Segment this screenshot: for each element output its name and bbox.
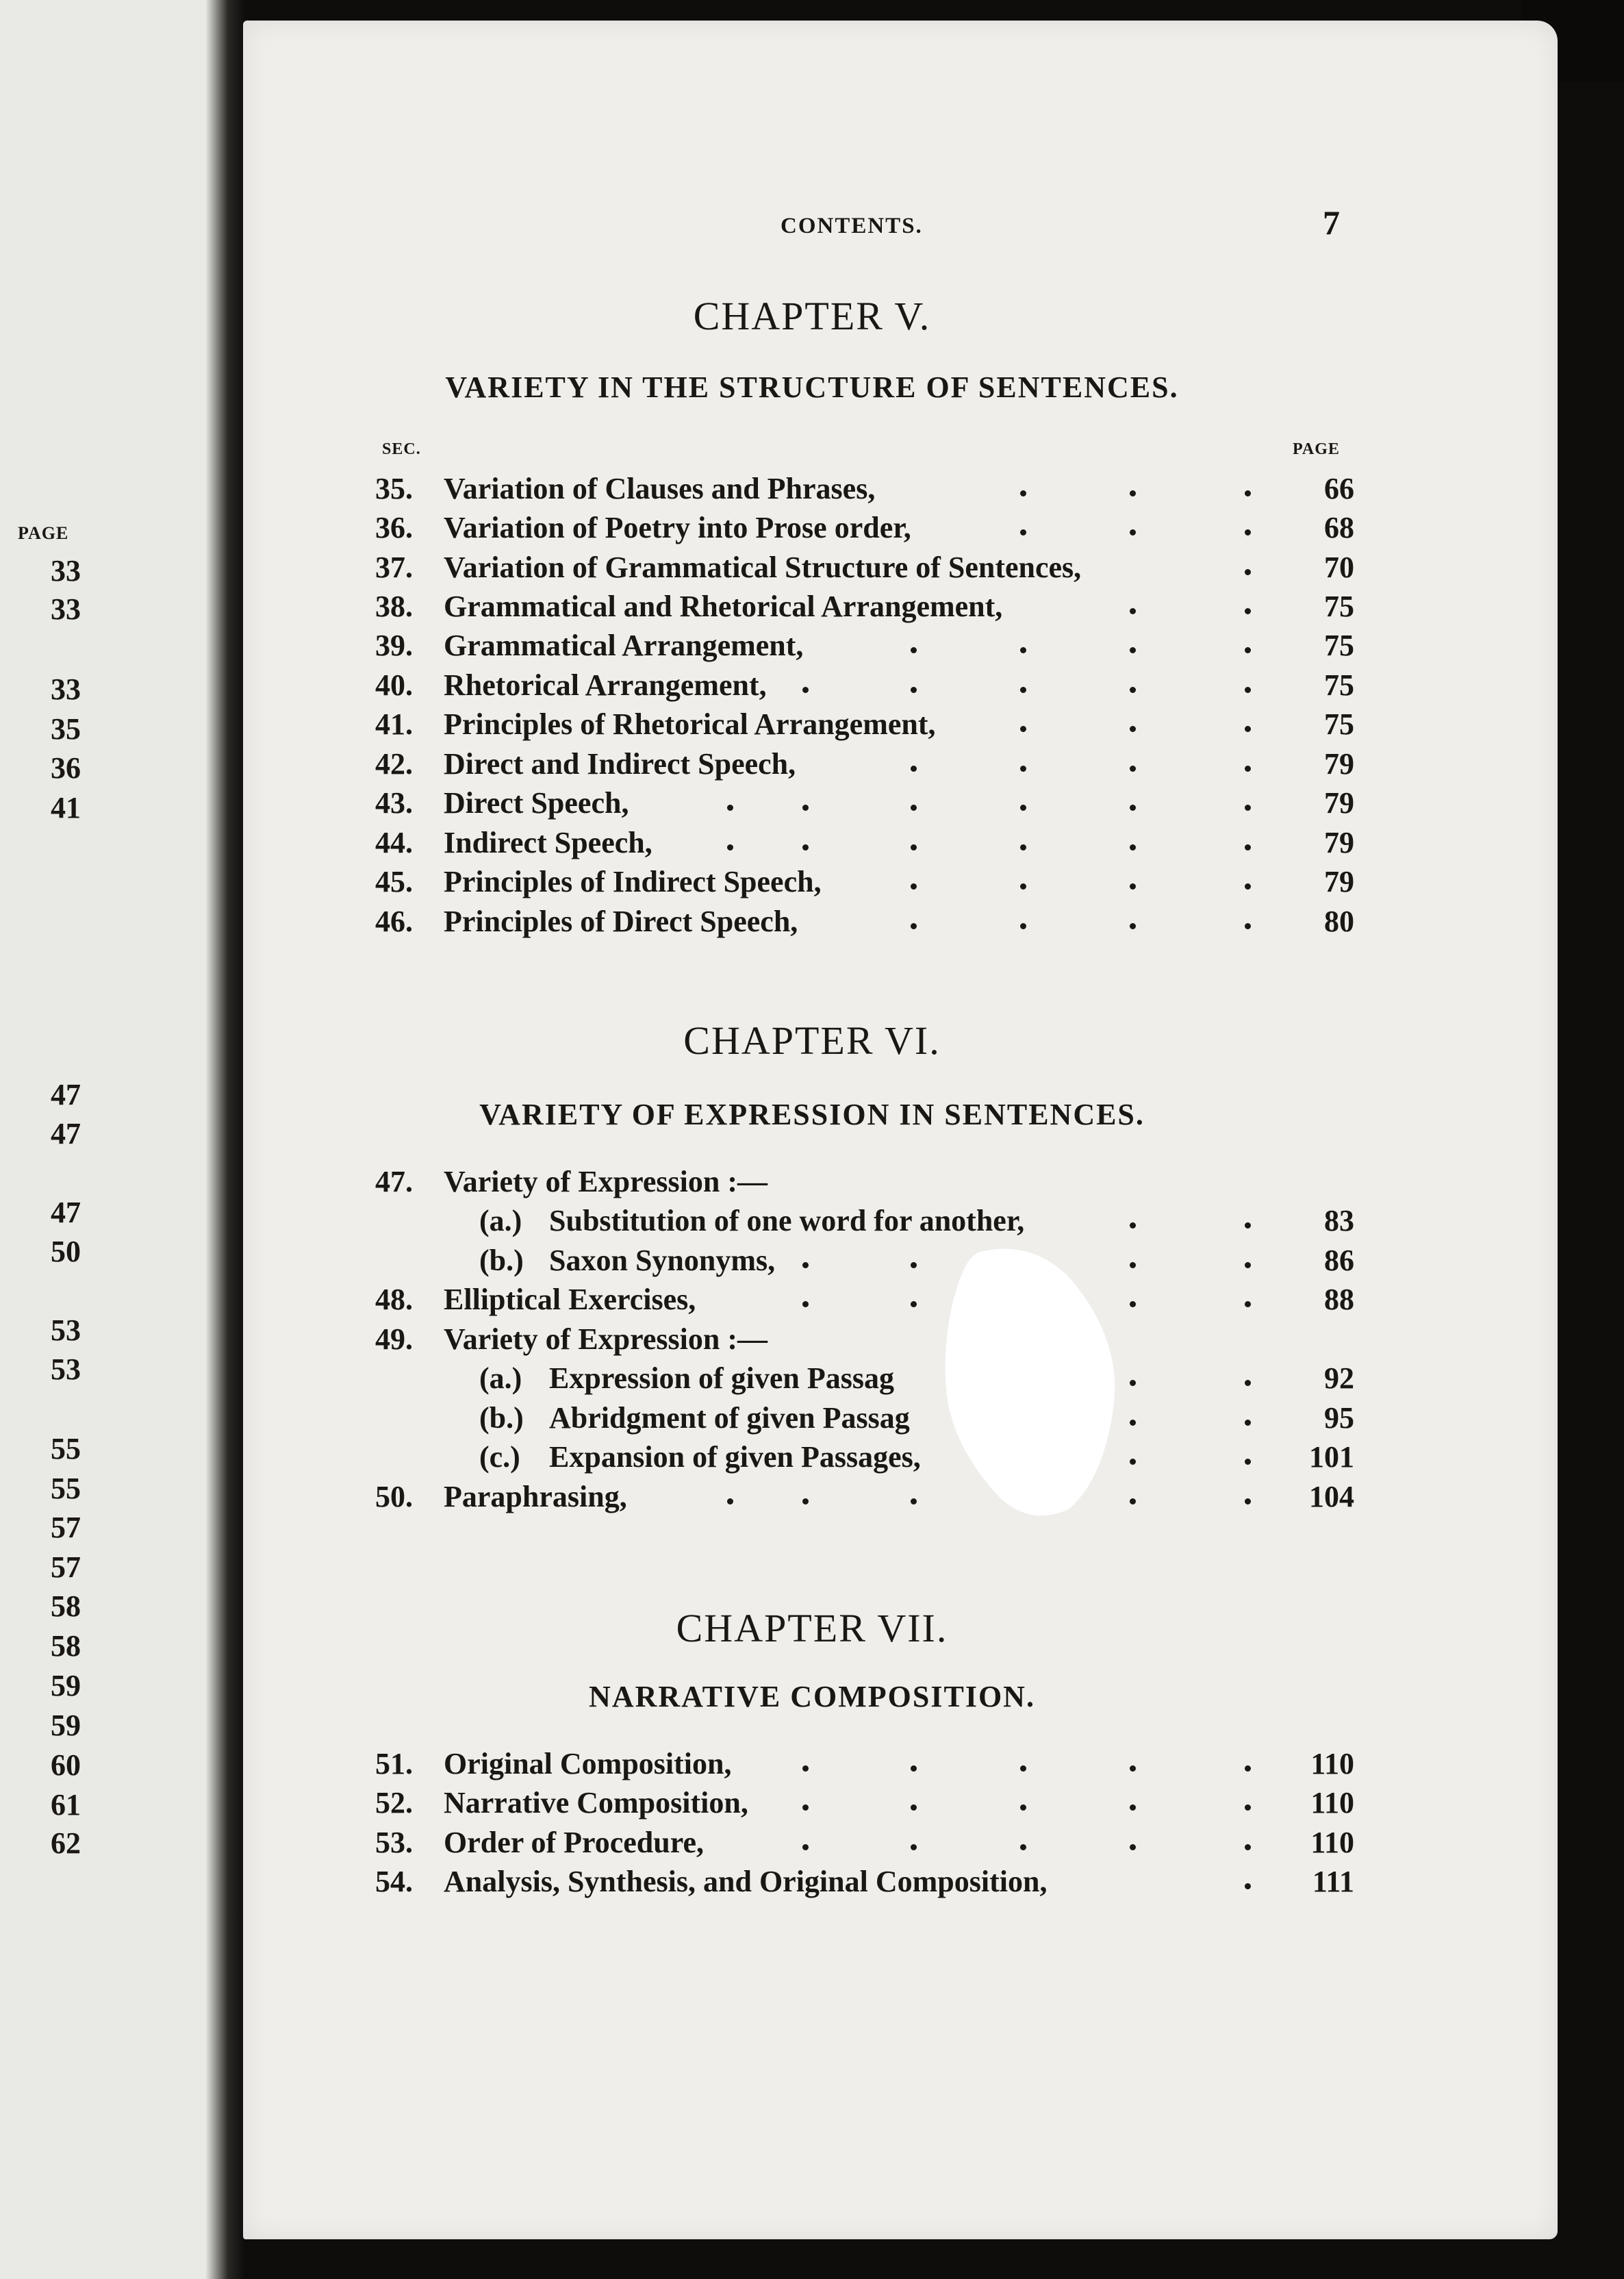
entry-title: Original Composition, bbox=[444, 1747, 732, 1780]
entry-page: 110 bbox=[1310, 1747, 1354, 1780]
leader-dot bbox=[911, 844, 917, 851]
section-number: 39. bbox=[375, 629, 413, 662]
leader-dot bbox=[911, 923, 917, 929]
previous-page-number: 53 bbox=[51, 1313, 81, 1347]
leader-dot bbox=[911, 1262, 917, 1268]
entry-page: 86 bbox=[1324, 1244, 1354, 1277]
leader-dot bbox=[1020, 1804, 1026, 1811]
section-number: 48. bbox=[375, 1283, 413, 1316]
previous-page-number: 60 bbox=[51, 1748, 81, 1782]
section-number: 51. bbox=[375, 1747, 413, 1780]
chapter-subtitle: VARIETY OF EXPRESSION IN SENTENCES. bbox=[479, 1098, 1145, 1131]
leader-dot bbox=[1245, 608, 1251, 614]
leader-dot bbox=[911, 647, 917, 653]
entry-page: 111 bbox=[1312, 1865, 1354, 1898]
toc-entry bbox=[0, 1439, 1624, 1479]
leader-dot bbox=[1130, 647, 1136, 653]
section-number: 42. bbox=[375, 747, 413, 781]
entry-page: 70 bbox=[1324, 551, 1354, 584]
chapter-title: CHAPTER VI. bbox=[683, 1018, 941, 1063]
entry-title: Expression of given Passag bbox=[549, 1361, 895, 1395]
leader-dot bbox=[1245, 923, 1251, 929]
entry-page: 92 bbox=[1324, 1361, 1354, 1395]
entry-page: 75 bbox=[1324, 668, 1354, 702]
chapter-title: CHAPTER VII. bbox=[676, 1606, 948, 1650]
leader-dots bbox=[0, 785, 1624, 825]
leader-dot bbox=[1245, 1222, 1251, 1229]
leader-dot bbox=[1245, 726, 1251, 732]
entry-title: Order of Procedure, bbox=[444, 1826, 705, 1859]
leader-dot bbox=[1245, 1459, 1251, 1465]
entry-title: Substitution of one word for another, bbox=[549, 1204, 1025, 1237]
leader-dots bbox=[0, 1746, 1624, 1786]
leader-dot bbox=[1130, 766, 1136, 772]
toc-entry bbox=[0, 1785, 1624, 1825]
previous-page-number: 53 bbox=[51, 1352, 81, 1386]
leader-dots bbox=[0, 471, 1624, 511]
toc-entry bbox=[0, 1164, 1624, 1204]
toc-entry bbox=[0, 589, 1624, 629]
previous-page-number: 47 bbox=[51, 1078, 81, 1111]
toc-entry bbox=[0, 1361, 1624, 1400]
previous-page-header: PAGE bbox=[18, 523, 69, 543]
entry-page: 79 bbox=[1324, 747, 1354, 781]
leader-dot bbox=[1245, 1498, 1251, 1504]
previous-page-number: 59 bbox=[51, 1709, 81, 1742]
leader-dot bbox=[1130, 1420, 1136, 1426]
previous-page-number: 33 bbox=[51, 592, 81, 626]
section-number: 54. bbox=[375, 1865, 413, 1898]
leader-dot bbox=[1245, 529, 1251, 536]
toc-entry bbox=[0, 668, 1624, 707]
leader-dot bbox=[911, 1804, 917, 1811]
entry-title: Variation of Grammatical Structure of Sentences, bbox=[444, 551, 1082, 584]
leader-dot bbox=[1020, 844, 1026, 851]
previous-page-number: 62 bbox=[51, 1826, 81, 1860]
previous-page-number: 35 bbox=[51, 712, 81, 746]
leader-dot bbox=[911, 687, 917, 693]
toc-entry bbox=[0, 550, 1624, 590]
entry-page: 110 bbox=[1310, 1786, 1354, 1820]
leader-dot bbox=[1130, 844, 1136, 851]
leader-dot bbox=[1020, 529, 1026, 536]
leader-dot bbox=[1245, 687, 1251, 693]
entry-page: 68 bbox=[1324, 511, 1354, 544]
previous-page-number: 57 bbox=[51, 1511, 81, 1544]
entry-page: 66 bbox=[1324, 472, 1354, 505]
chapter-subtitle: NARRATIVE COMPOSITION. bbox=[589, 1680, 1035, 1713]
entry-page: 75 bbox=[1324, 707, 1354, 741]
running-head: CONTENTS. bbox=[781, 214, 923, 238]
entry-title: Saxon Synonyms, bbox=[549, 1244, 776, 1277]
toc-entry bbox=[0, 1203, 1624, 1243]
section-number: (a.) bbox=[479, 1204, 522, 1237]
leader-dot bbox=[911, 805, 917, 811]
leader-dots bbox=[0, 904, 1624, 944]
entry-title: Analysis, Synthesis, and Original Composition, bbox=[444, 1865, 1048, 1898]
toc-entry bbox=[0, 785, 1624, 825]
leader-dots bbox=[0, 628, 1624, 668]
leader-dot bbox=[1020, 1844, 1026, 1850]
previous-page-number: 47 bbox=[51, 1117, 81, 1150]
toc-entry bbox=[0, 864, 1624, 904]
entry-page: 88 bbox=[1324, 1283, 1354, 1316]
previous-page-number: 61 bbox=[51, 1788, 81, 1822]
toc-entry bbox=[0, 1825, 1624, 1865]
toc-entry bbox=[0, 707, 1624, 746]
leader-dot bbox=[1245, 844, 1251, 851]
entry-title: Direct and Indirect Speech, bbox=[444, 747, 796, 781]
entry-title: Rhetorical Arrangement, bbox=[444, 668, 767, 702]
leader-dots bbox=[0, 668, 1624, 707]
previous-page-number: 36 bbox=[51, 751, 81, 785]
leader-dot bbox=[1245, 1883, 1251, 1889]
previous-page-number: 33 bbox=[51, 672, 81, 706]
entry-title: Variety of Expression :— bbox=[444, 1165, 767, 1198]
section-number: 38. bbox=[375, 590, 413, 623]
leader-dot bbox=[727, 1498, 733, 1504]
leader-dot bbox=[1245, 1804, 1251, 1811]
toc-entry bbox=[0, 1400, 1624, 1440]
entry-title: Variety of Expression :— bbox=[444, 1322, 767, 1356]
leader-dot bbox=[1245, 1420, 1251, 1426]
entry-page: 104 bbox=[1309, 1480, 1354, 1513]
leader-dot bbox=[911, 1498, 917, 1504]
entry-title: Expansion of given Passages, bbox=[549, 1440, 921, 1474]
leader-dot bbox=[802, 1301, 809, 1307]
leader-dot bbox=[1020, 766, 1026, 772]
previous-page-number: 55 bbox=[51, 1432, 81, 1465]
previous-page-number: 59 bbox=[51, 1669, 81, 1702]
leader-dot bbox=[1130, 1765, 1136, 1772]
section-number: 43. bbox=[375, 786, 413, 820]
entry-title: Elliptical Exercises, bbox=[444, 1283, 696, 1316]
leader-dots bbox=[0, 864, 1624, 904]
leader-dot bbox=[1245, 569, 1251, 575]
previous-page-number: 55 bbox=[51, 1472, 81, 1505]
toc-entry bbox=[0, 1864, 1624, 1904]
ink-blot bbox=[939, 1245, 1124, 1519]
entry-page: 79 bbox=[1324, 826, 1354, 859]
section-number: 40. bbox=[375, 668, 413, 702]
previous-page-number: 47 bbox=[51, 1196, 81, 1229]
leader-dot bbox=[802, 1262, 809, 1268]
section-number: 37. bbox=[375, 551, 413, 584]
section-number: 36. bbox=[375, 511, 413, 544]
entry-title: Narrative Composition, bbox=[444, 1786, 748, 1820]
entry-title: Principles of Rhetorical Arrangement, bbox=[444, 707, 936, 741]
leader-dots bbox=[0, 1243, 1624, 1283]
toc-entry bbox=[0, 1479, 1624, 1519]
toc-entry bbox=[0, 825, 1624, 865]
leader-dot bbox=[1130, 1301, 1136, 1307]
section-number: 53. bbox=[375, 1826, 413, 1859]
leader-dot bbox=[1245, 766, 1251, 772]
leader-dots bbox=[0, 1785, 1624, 1825]
leader-dot bbox=[1130, 687, 1136, 693]
section-number: (b.) bbox=[479, 1244, 524, 1277]
entry-page: 101 bbox=[1309, 1440, 1354, 1474]
leader-dots bbox=[0, 1361, 1624, 1400]
chapter-subtitle: VARIETY IN THE STRUCTURE OF SENTENCES. bbox=[445, 370, 1179, 404]
leader-dot bbox=[1130, 1222, 1136, 1229]
leader-dots bbox=[0, 1864, 1624, 1904]
leader-dot bbox=[1130, 726, 1136, 732]
section-number: 50. bbox=[375, 1480, 413, 1513]
leader-dot bbox=[911, 1301, 917, 1307]
leader-dots bbox=[0, 1282, 1624, 1322]
toc-entry bbox=[0, 746, 1624, 786]
previous-page-number: 50 bbox=[51, 1235, 81, 1268]
entry-title: Variation of Poetry into Prose order, bbox=[444, 511, 911, 544]
leader-dot bbox=[802, 1765, 809, 1772]
section-number: 35. bbox=[375, 472, 413, 505]
entry-title: Grammatical Arrangement, bbox=[444, 629, 804, 662]
chapter-title: CHAPTER V. bbox=[693, 294, 931, 338]
toc-entry bbox=[0, 1243, 1624, 1283]
section-number: 41. bbox=[375, 707, 413, 741]
entry-page: 79 bbox=[1324, 865, 1354, 898]
leader-dot bbox=[1130, 923, 1136, 929]
leader-dot bbox=[727, 805, 733, 811]
leader-dot bbox=[1020, 883, 1026, 890]
section-number: (c.) bbox=[479, 1440, 520, 1474]
entry-title: Paraphrasing, bbox=[444, 1480, 627, 1513]
entry-title: Principles of Direct Speech, bbox=[444, 905, 798, 938]
leader-dots bbox=[0, 1439, 1624, 1479]
leader-dot bbox=[1020, 687, 1026, 693]
leader-dot bbox=[802, 805, 809, 811]
leader-dot bbox=[911, 883, 917, 890]
entry-page: 80 bbox=[1324, 905, 1354, 938]
section-number: 52. bbox=[375, 1786, 413, 1820]
leader-dot bbox=[1020, 805, 1026, 811]
leader-dot bbox=[1245, 490, 1251, 496]
entry-page: 75 bbox=[1324, 629, 1354, 662]
leader-dot bbox=[1130, 883, 1136, 890]
leader-dot bbox=[802, 687, 809, 693]
leader-dot bbox=[802, 1804, 809, 1811]
section-number: (b.) bbox=[479, 1401, 524, 1435]
entry-title: Indirect Speech, bbox=[444, 826, 652, 859]
leader-dot bbox=[1020, 490, 1026, 496]
leader-dot bbox=[911, 1765, 917, 1772]
leader-dot bbox=[1130, 1498, 1136, 1504]
leader-dot bbox=[1130, 529, 1136, 536]
leader-dot bbox=[1245, 1844, 1251, 1850]
leader-dot bbox=[802, 1498, 809, 1504]
leader-dot bbox=[911, 766, 917, 772]
leader-dots bbox=[0, 825, 1624, 865]
leader-dot bbox=[1130, 1459, 1136, 1465]
toc-entry bbox=[0, 1282, 1624, 1322]
previous-page-number: 58 bbox=[51, 1589, 81, 1623]
leader-dot bbox=[1245, 1765, 1251, 1772]
leader-dot bbox=[1245, 805, 1251, 811]
leader-dot bbox=[1020, 1765, 1026, 1772]
sec-column-header: SEC. bbox=[382, 440, 421, 458]
leader-dot bbox=[1130, 1380, 1136, 1386]
entry-title: Grammatical and Rhetorical Arrangement, bbox=[444, 590, 1003, 623]
entry-title: Variation of Clauses and Phrases, bbox=[444, 472, 876, 505]
leader-dot bbox=[1245, 1380, 1251, 1386]
section-number: 45. bbox=[375, 865, 413, 898]
leader-dot bbox=[1130, 490, 1136, 496]
leader-dot bbox=[802, 1844, 809, 1850]
entry-title: Principles of Indirect Speech, bbox=[444, 865, 822, 898]
toc-entry bbox=[0, 904, 1624, 944]
toc-entry bbox=[0, 1746, 1624, 1786]
entry-page: 95 bbox=[1324, 1401, 1354, 1435]
leader-dot bbox=[1020, 726, 1026, 732]
leader-dots bbox=[0, 746, 1624, 786]
leader-dots bbox=[0, 1400, 1624, 1440]
leader-dot bbox=[1130, 805, 1136, 811]
toc-entry bbox=[0, 510, 1624, 550]
leader-dot bbox=[802, 844, 809, 851]
leader-dot bbox=[911, 1844, 917, 1850]
page-number: 7 bbox=[1323, 203, 1340, 242]
previous-page-number: 33 bbox=[51, 554, 81, 588]
toc-entry bbox=[0, 628, 1624, 668]
previous-page-number: 57 bbox=[51, 1550, 81, 1584]
leader-dots bbox=[0, 550, 1624, 590]
section-number: 44. bbox=[375, 826, 413, 859]
leader-dot bbox=[1130, 608, 1136, 614]
entry-title: Abridgment of given Passag bbox=[549, 1401, 910, 1435]
toc-entry bbox=[0, 471, 1624, 511]
section-number: 49. bbox=[375, 1322, 413, 1356]
leader-dot bbox=[1245, 647, 1251, 653]
entry-page: 79 bbox=[1324, 786, 1354, 820]
leader-dot bbox=[727, 844, 733, 851]
leader-dot bbox=[1245, 883, 1251, 890]
page-column-header: PAGE bbox=[1293, 440, 1340, 458]
leader-dots bbox=[0, 707, 1624, 746]
leader-dot bbox=[1245, 1301, 1251, 1307]
section-number: 47. bbox=[375, 1165, 413, 1198]
toc-entry bbox=[0, 1322, 1624, 1361]
leader-dot bbox=[1020, 647, 1026, 653]
entry-page: 110 bbox=[1310, 1826, 1354, 1859]
leader-dot bbox=[1130, 1804, 1136, 1811]
leader-dot bbox=[1245, 1262, 1251, 1268]
section-number: 46. bbox=[375, 905, 413, 938]
leader-dot bbox=[1130, 1262, 1136, 1268]
section-number: (a.) bbox=[479, 1361, 522, 1395]
leader-dot bbox=[1130, 1844, 1136, 1850]
leader-dots bbox=[0, 1825, 1624, 1865]
entry-title: Direct Speech, bbox=[444, 786, 629, 820]
leader-dots bbox=[0, 589, 1624, 629]
leader-dots bbox=[0, 510, 1624, 550]
previous-page-number: 58 bbox=[51, 1629, 81, 1663]
previous-page-number: 41 bbox=[51, 791, 81, 824]
entry-page: 83 bbox=[1324, 1204, 1354, 1237]
leader-dots bbox=[0, 1203, 1624, 1243]
leader-dot bbox=[1020, 923, 1026, 929]
leader-dots bbox=[0, 1479, 1624, 1519]
entry-page: 75 bbox=[1324, 590, 1354, 623]
